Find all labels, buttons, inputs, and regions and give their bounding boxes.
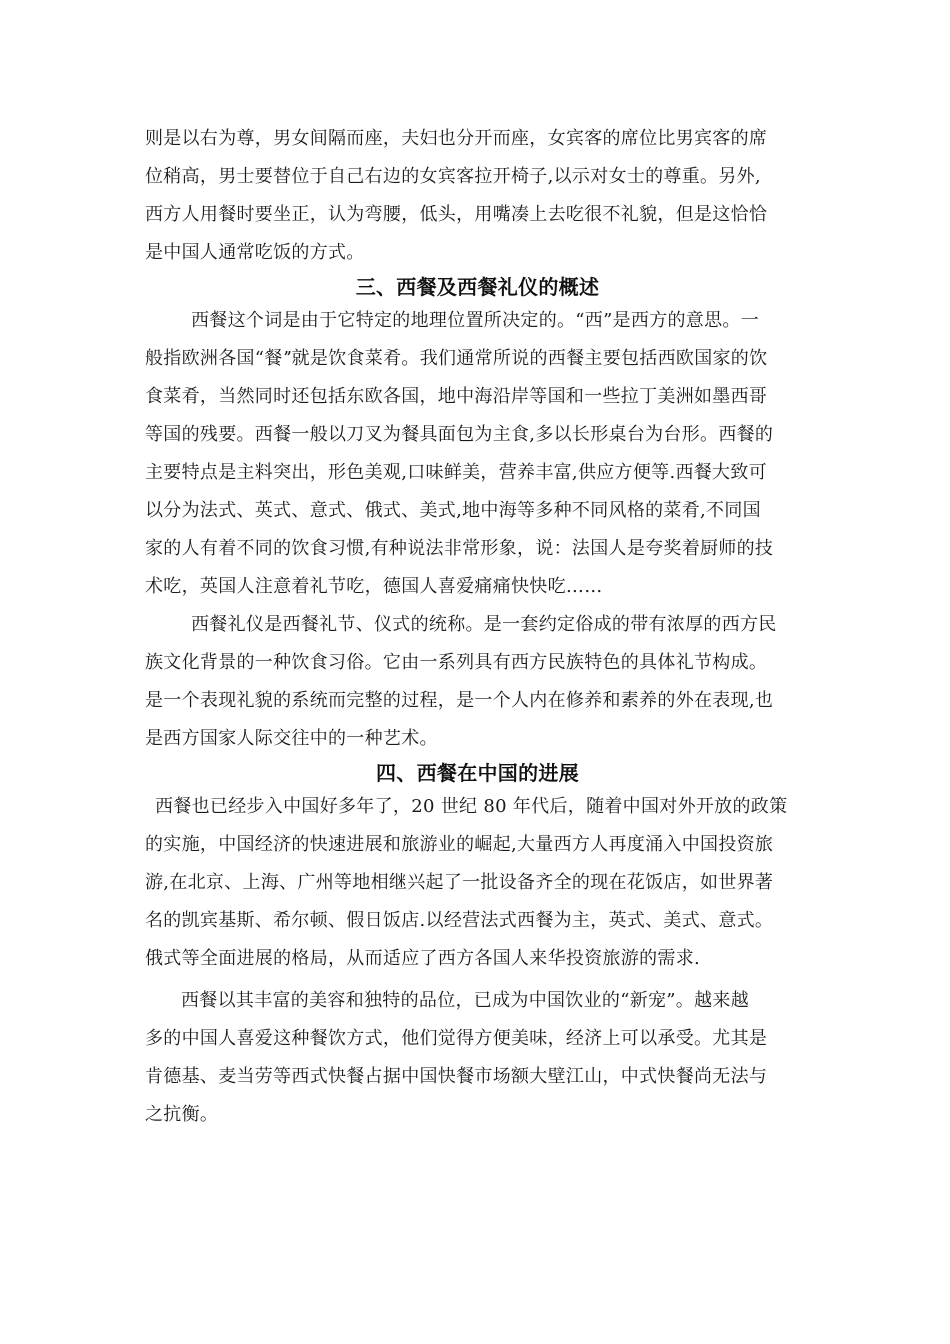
text-line: 家的人有着不同的饮食习惯,有种说法非常形象，说：法国人是夸奖着厨师的技	[145, 538, 774, 559]
text-line: 是中国人通常吃饭的方式。	[145, 242, 365, 263]
text-line: 是一个表现礼貌的系统而完整的过程，是一个人内在修养和素养的外在表现,也	[145, 690, 774, 711]
text-line: 则是以右为尊，男女间隔而座，夫妇也分开而座，女宾客的席位比男宾客的席	[145, 128, 768, 149]
text-line: 以分为法式、英式、意式、俄式、美式,地中海等多种不同风格的菜肴,不同国	[145, 500, 761, 521]
text-line: 主要特点是主料突出，形色美观,口味鲜美，营养丰富,供应方便等.西餐大致可	[145, 462, 767, 483]
text-line: 西方人用餐时要坐正，认为弯腰，低头，用嘴凑上去吃很不礼貌，但是这恰恰	[145, 204, 768, 225]
text-line: 的实施，中国经济的快速进展和旅游业的崛起,大量西方人再度涌入中国投资旅	[145, 834, 774, 855]
text-line: 名的凯宾基斯、希尔顿、假日饭店.以经营法式西餐为主，英式、美式、意式。	[145, 910, 774, 931]
text-line: 多的中国人喜爱这种餐饮方式，他们觉得方便美味，经济上可以承受。尤其是	[145, 1028, 768, 1049]
text-line: 族文化背景的一种饮食习俗。它由一系列具有西方民族特色的具体礼节构成。	[145, 652, 768, 673]
text-line: 俄式等全面进展的格局，从而适应了西方各国人来华投资旅游的需求.	[145, 948, 701, 969]
paragraph-intro	[145, 120, 810, 272]
text-line: 术吃，英国人注意着礼节吃，德国人喜爱痛痛快快吃……	[145, 576, 603, 597]
text-line: 西餐以其丰富的美容和独特的品位，已成为中国饮业的“新宠”。越来越	[181, 990, 750, 1011]
text-line: 位稍高，男士要替位于自己右边的女宾客拉开椅子,以示对女士的尊重。另外,	[145, 166, 761, 187]
paragraph-section3-2	[145, 606, 810, 758]
section-3-heading: 三、西餐及西餐礼仪的概述	[355, 275, 600, 299]
text-line: 游,在北京、上海、广州等地相继兴起了一批设备齐全的现在花饭店，如世界著	[145, 872, 774, 893]
paragraph-section4-2	[145, 982, 810, 1134]
text-line: 西餐也已经步入中国好多年了，20 世纪 80 年代后，随着中国对外开放的政策	[155, 796, 788, 817]
text-line: 等国的残要。西餐一般以刀叉为餐具面包为主食,多以长形桌台为台形。西餐的	[145, 424, 774, 445]
text-line: 食菜肴，当然同时还包括东欧各国，地中海沿岸等国和一些拉丁美洲如墨西哥	[145, 386, 768, 407]
text-line: 西餐这个词是由于它特定的地理位置所决定的。“西”是西方的意思。一	[191, 310, 760, 331]
text-line: 肯德基、麦当劳等西式快餐占据中国快餐市场额大壁江山，中式快餐尚无法与	[145, 1066, 768, 1087]
paragraph-section4-1	[145, 788, 810, 978]
document-body	[145, 120, 810, 1134]
text-line: 般指欧洲各国“餐ˮ就是饮食菜肴。我们通常所说的西餐主要包括西欧国家的饮	[145, 348, 768, 369]
paragraph-section3-1	[145, 302, 810, 606]
section-4-heading: 四、西餐在中国的进展	[376, 761, 579, 785]
text-line: 西餐礼仪是西餐礼节、仪式的统称。是一套约定俗成的带有浓厚的西方民	[191, 614, 777, 635]
text-line: 之抗衡。	[145, 1104, 219, 1125]
text-line: 是西方国家人际交往中的一种艺术。	[145, 728, 438, 749]
